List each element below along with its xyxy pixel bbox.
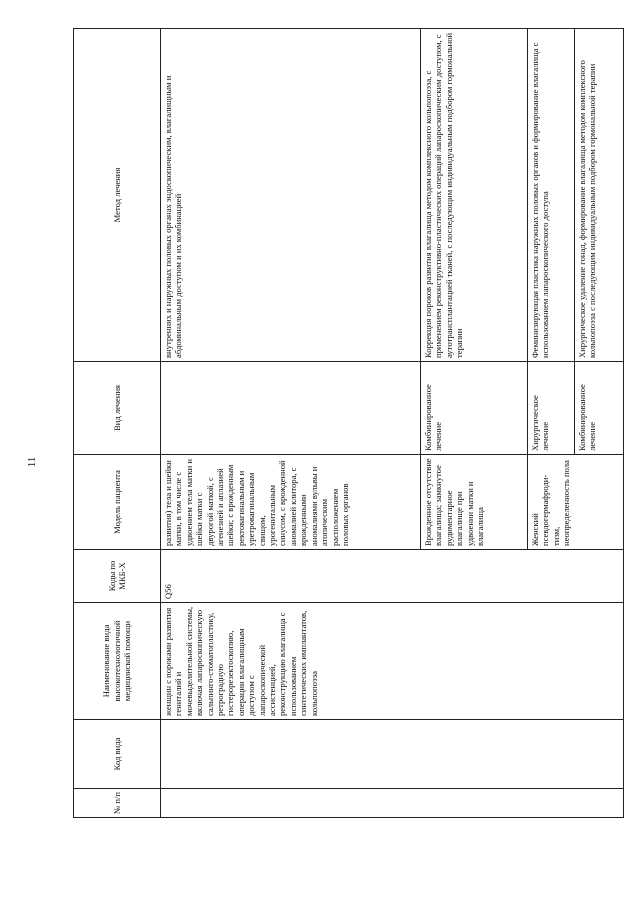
header-code: Код вида (74, 720, 161, 789)
cell-method: Феминизирующая пластика наружных половых органов и формирование влагалища с использованием лапароскопического доступа (528, 29, 575, 362)
cell-type: Комбинированное лечение (575, 362, 624, 455)
cell-method: Коррекция пороков развития влагалища методом комплексного кольпопоэза, с применением реконструктивно-пластических операций лапароскопическим доступом, с аутотрансплантацией тканей, с последующим индивидуальным подбором гормональной терапии (421, 29, 528, 362)
table-header-row (74, 29, 161, 818)
table-row (161, 29, 421, 818)
cell-code (161, 720, 624, 789)
cell-method: внутренних и наружных половых органах эндоскопическим, влагалищным и абдоминальным доступом и их комбинацией (161, 29, 421, 362)
header-icd: Коды по МКБ-Х (74, 550, 161, 603)
header-type: Вид лечения (74, 362, 161, 455)
cell-type: Комбинированное лечение (421, 362, 528, 455)
treatment-table (73, 28, 624, 818)
cell-name: женщин с пороками развития гениталий и мочевыделительной системы, включая лапароскопическую сальпинго-стоматопластику, ретроградную гистерорезектоскопию, операции влагалищным доступом с лапароскопической ассистенцией, реконструкцию влагалища с использованием синтетических имплантатов, кольпопоэза (161, 603, 624, 720)
cell-type: Хирургическое лечение (528, 362, 575, 455)
cell-model: Врожденное отсутствие влагалища; замкнутое рудиментарное влагалище при удвоении матки и влагалища (421, 455, 528, 550)
cell-model: развития) тела и шейки матки, в том числе с удвоением тела матки и шейки матки с двурогой маткой, с агенезией и аплазией шейки; с врожденным ректовагинальным и уретровагинальным свищом, урогенитальным синусом, с врожденной аномалией клитора, с врожденными аномалиями вульвы и атопическим расположением половых органов (161, 455, 421, 550)
cell-num (161, 789, 624, 818)
header-model: Модель пациента (74, 455, 161, 550)
page-number: 11 (26, 456, 38, 468)
cell-model: Женский псевдогермафроди-тизм, неопределенность пола (528, 455, 624, 550)
cell-type (161, 362, 421, 455)
document-table-rotated (73, 32, 599, 818)
header-method: Метод лечения (74, 29, 161, 362)
header-num: № п/п (74, 789, 161, 818)
cell-icd: Q56 (161, 550, 624, 603)
header-name: Наименование вида высокотехнологичной медицинской помощи (74, 603, 161, 720)
cell-method: Хирургическое удаление гонад, формирование влагалища методом комплексного кольпопоэза с последующим индивидуальным подбором гормональной терапии (575, 29, 624, 362)
